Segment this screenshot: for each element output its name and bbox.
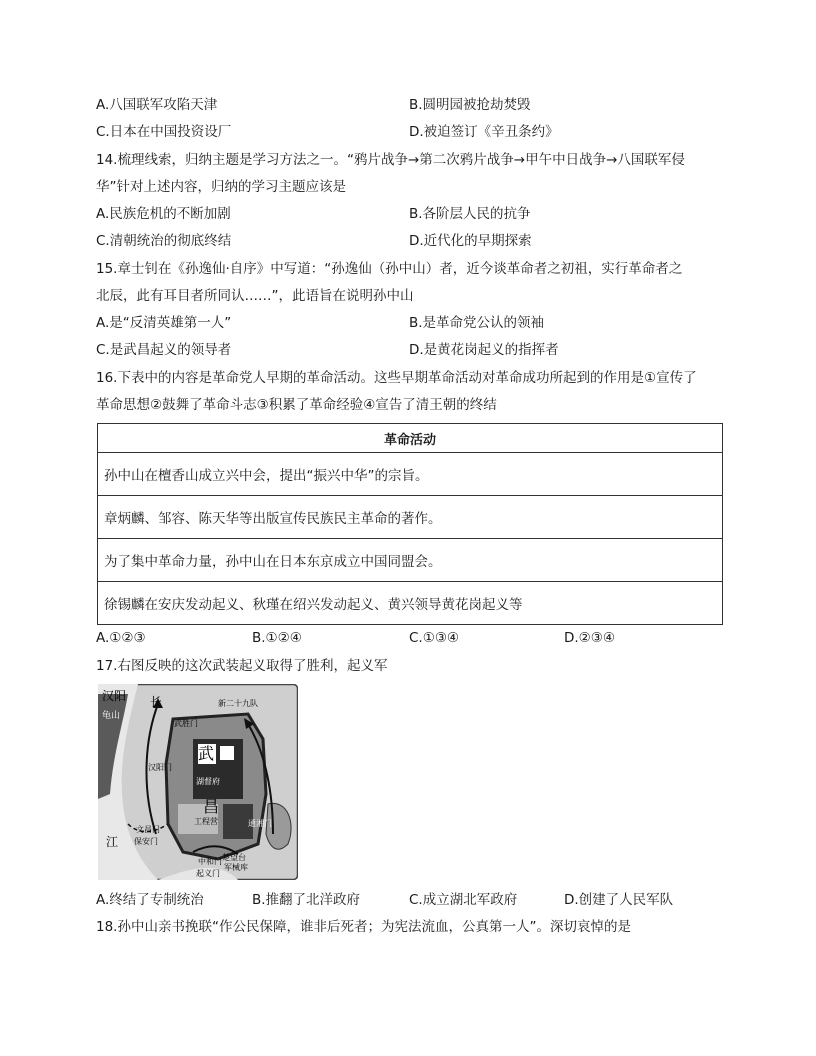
q14-stem-line2: 华”针对上述内容，归纳的学习主题应该是 [96, 179, 346, 195]
q14-option-b: B.各阶层人民的抗争 [409, 206, 531, 222]
q14-option-d: D.近代化的早期探索 [409, 233, 532, 249]
q16-option-d: D.②③④ [564, 630, 615, 646]
map-label-guishan: 龟山 [102, 711, 121, 721]
map-label-zhonghemen: 中和门 [198, 857, 222, 866]
map-label-engineering-camp: 工程营 [194, 817, 218, 826]
map-label-arsenal: 军械库 [224, 863, 248, 872]
q15-option-a: A.是“反清英雄第一人” [96, 315, 232, 331]
q13-option-c: C.日本在中国投资设厂 [96, 124, 232, 140]
map-label-wu: 武 [198, 744, 215, 763]
q17-stem: 17.右图反映的这次武装起义取得了胜利，起义军 [96, 658, 388, 674]
q18-stem: 18.孙中山亲书挽联“作公民保障，谁非后死者；为宪法流血，公真第一人”。深切哀悼的是 [96, 919, 631, 935]
map-label-baoanmen: 保安门 [134, 837, 158, 846]
map-label-chang: 长 [150, 695, 163, 709]
map-label-wushengmen: 武胜门 [174, 719, 198, 728]
q15-option-c: C.是武昌起义的领导者 [96, 342, 232, 358]
q15-option-d: D.是黄花岗起义的指挥者 [409, 342, 559, 358]
table-row: 为了集中革命力量，孙中山在日本东京成立中国同盟会。 [98, 539, 723, 582]
q13-option-b: B.圆明园被抢劫焚毁 [409, 97, 531, 113]
map-label-chuwangtai: 楚望台 [222, 853, 246, 862]
map-label-29th-battalion: 新二十九队 [218, 699, 258, 708]
map-label-tongxiangmen: 通湘门 [248, 819, 272, 828]
revolution-activities-table [97, 423, 723, 625]
q17-option-b: B.推翻了北洋政府 [252, 892, 361, 908]
table-row: 孙中山在檀香山成立兴中会，提出“振兴中华”的宗旨。 [98, 453, 723, 496]
q15-stem-line1: 15.章士钊在《孙逸仙·自序》中写道：“孙逸仙（孙中山）者，近今谈革命者之初祖，实行革命者之 [96, 261, 683, 277]
table-row: 徐锡麟在安庆发动起义、秋瑾在绍兴发动起义、黄兴领导黄花岗起义等 [98, 582, 723, 625]
q16-stem-line1: 16.下表中的内容是革命党人早期的革命活动。这些早期革命活动对革命成功所起到的作用是①宣传了 [96, 370, 697, 386]
map-label-hanyangmen: 汉阳门 [148, 763, 172, 772]
q16-option-a: A.①②③ [96, 630, 146, 646]
q17-option-c: C.成立湖北军政府 [409, 892, 518, 908]
q17-option-d: D.创建了人民军队 [564, 892, 674, 908]
q16-option-b: B.①②④ [252, 630, 302, 646]
q16-stem-line2: 革命思想②鼓舞了革命斗志③积累了革命经验④宣告了清王朝的终结 [96, 397, 497, 413]
q14-stem-line1: 14.梳理线索，归纳主题是学习方法之一。“鸦片战争→第二次鸦片战争→甲午中日战争→八国联军侵 [96, 152, 685, 168]
wuchang-uprising-map [98, 684, 298, 880]
q15-option-b: B.是革命党公认的领袖 [409, 315, 545, 331]
q14-option-a: A.民族危机的不断加剧 [96, 206, 231, 222]
q16-option-c: C.①③④ [409, 630, 460, 646]
q13-option-a: A.八国联军攻陷天津 [96, 97, 218, 113]
map-label-wenchangmen: 文昌门 [136, 825, 160, 834]
q13-option-d: D.被迫签订《辛丑条约》 [409, 124, 559, 140]
q17-option-a: A.终结了专制统治 [96, 892, 204, 908]
map-label-qiyimen: 起义门 [196, 869, 220, 878]
q14-option-c: C.清朝统治的彻底终结 [96, 233, 232, 249]
map-label-dudufu: 湖督府 [196, 777, 220, 786]
table-header: 革命活动 [98, 424, 723, 453]
map-label-chang2: 昌 [203, 797, 220, 816]
map-label-jiang: 江 [106, 835, 119, 849]
q15-stem-line2: 北辰，此有耳目者所同认……”，此语旨在说明孙中山 [96, 288, 414, 304]
table-row: 章炳麟、邹容、陈天华等出版宣传民族民主革命的著作。 [98, 496, 723, 539]
map-label-hanyang: 汉阳 [102, 689, 127, 703]
